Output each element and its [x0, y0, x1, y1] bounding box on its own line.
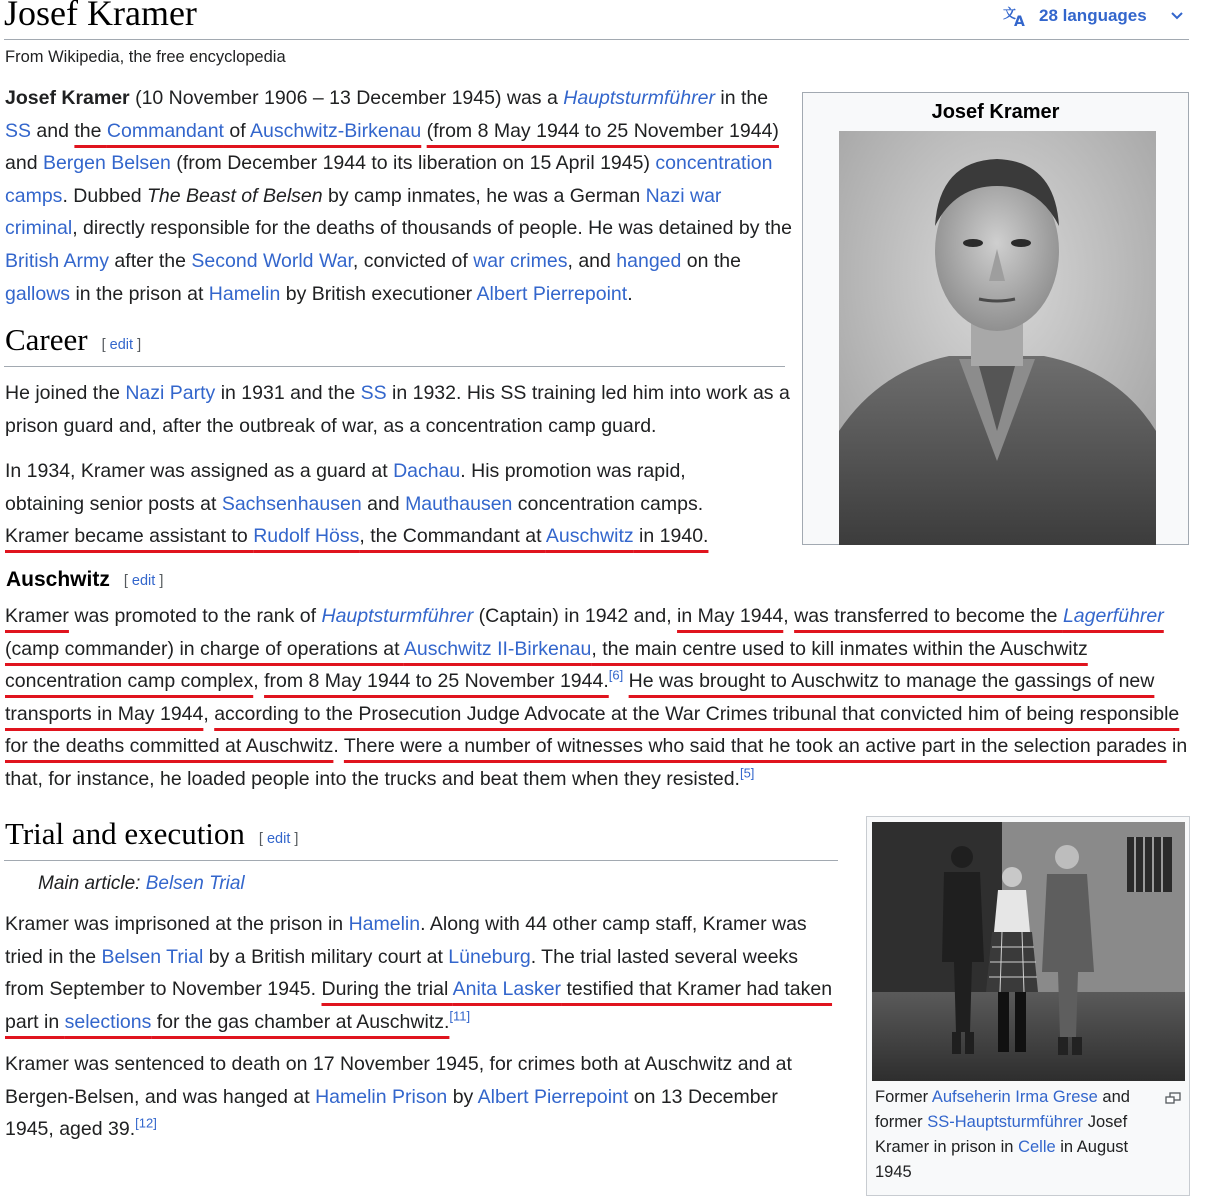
- image-thumbnail: [866, 816, 1190, 1196]
- career-paragraph-1: [5, 377, 790, 442]
- underlined-text: There were a number of witnesses who said that he took an active part in the selection parades: [343, 735, 1167, 758]
- link-nazi-war-criminal[interactable]: Nazi war criminal: [5, 184, 722, 240]
- link-dachau[interactable]: Dachau: [393, 460, 461, 482]
- lead-text: of: [223, 119, 251, 142]
- link-albert-pierrepoint[interactable]: Albert Pierrepoint: [477, 1085, 629, 1108]
- career-text: in 1940.: [633, 525, 709, 548]
- lead-text: by camp inmates, he was a German: [322, 184, 646, 207]
- underlined-text: Kramer: [5, 605, 69, 627]
- bracket: [: [258, 830, 267, 847]
- career-paragraph-2: [5, 455, 765, 553]
- language-selector-button[interactable]: [1003, 3, 1183, 29]
- section-heading-trial: [5, 816, 298, 852]
- lead-text: by British executioner: [280, 282, 477, 305]
- lead-text: on the: [681, 249, 741, 272]
- bracket: ]: [133, 336, 142, 353]
- trial-text: for the gas chamber at Auschwitz.: [151, 1010, 450, 1033]
- caption-text: in August 1945: [875, 1138, 1129, 1181]
- career-text: Kramer became assistant to: [5, 525, 254, 548]
- citation-12[interactable]: [12]: [135, 1115, 157, 1131]
- bracket: ]: [290, 830, 299, 847]
- lead-text: (from December 1944 to its liberation on 15 April 1945): [170, 152, 656, 175]
- portrait-photo[interactable]: [839, 131, 1156, 545]
- image-caption: [875, 1085, 1160, 1185]
- link-lagerfuhrer[interactable]: Lagerführer: [1062, 605, 1164, 627]
- trial-text: by a British military court at: [203, 945, 449, 968]
- link-hauptsturmfuhrer[interactable]: Hauptsturmführer: [321, 605, 474, 627]
- career-text: concentration camps.: [512, 492, 704, 515]
- infobox-title: Josef Kramer: [931, 101, 1060, 123]
- heading-trial-and-execution: Trial and execution: [5, 816, 245, 851]
- link-gallows[interactable]: gallows: [5, 282, 71, 305]
- lead-underlined-dates: (from 8 May 1944 to 25 November 1944): [426, 119, 779, 142]
- link-commandant[interactable]: Commandant: [106, 119, 224, 142]
- lead-text: after the: [109, 249, 192, 272]
- link-luneburg[interactable]: Lüneburg: [448, 945, 531, 968]
- auschwitz-text: (Captain) in 1942 and,: [473, 605, 678, 627]
- auschwitz-text: ,: [253, 670, 265, 693]
- career-divider: [4, 366, 785, 367]
- trial-text: . The trial lasted several weeks from September to November 1945.: [5, 945, 799, 1001]
- link-selections[interactable]: selections: [64, 1010, 152, 1033]
- chevron-down-icon: [1171, 11, 1183, 21]
- heading-career: Career: [5, 322, 88, 357]
- trial-text: During the trial: [321, 978, 453, 1001]
- trial-text: Kramer was imprisoned at the prison in: [5, 913, 349, 935]
- link-auschwitz-ii-birkenau[interactable]: Auschwitz II-Birkenau: [403, 637, 592, 660]
- link-hanged[interactable]: hanged: [616, 249, 682, 272]
- trial-text: . Along with 44 other camp staff, Kramer was tried in the: [5, 913, 807, 968]
- auschwitz-text: in that, for instance, he loaded people into the trucks and beat them when they resisted.: [5, 735, 1188, 790]
- bracket: [: [101, 336, 110, 353]
- link-hamelin-prison[interactable]: Hamelin Prison: [315, 1085, 448, 1108]
- heading-auschwitz: Auschwitz: [6, 568, 110, 591]
- trial-text: on 13 December 1945, aged 39.: [5, 1085, 778, 1141]
- lead-text: .: [627, 282, 633, 305]
- trial-text: Kramer was sentenced to death on 17 November 1945, for crimes both at Auschwitz and at Bergen-Belsen, and was hanged at: [5, 1053, 792, 1108]
- citation-5[interactable]: [5]: [739, 765, 755, 781]
- link-sachsenhausen[interactable]: Sachsenhausen: [221, 492, 362, 515]
- lead-text: the: [74, 119, 107, 142]
- lead-text: (10 November 1906 – 13 December 1945) was a: [129, 87, 564, 109]
- auschwitz-paragraph: [5, 600, 1200, 796]
- svg-text:A: A: [1014, 14, 1025, 27]
- caption-text: Former: [875, 1088, 932, 1106]
- link-british-army[interactable]: British Army: [5, 249, 110, 272]
- section-heading-auschwitz: [6, 568, 163, 592]
- lead-text: in the: [714, 87, 769, 109]
- link-mauthausen[interactable]: Mauthausen: [405, 492, 513, 515]
- career-text: He joined the: [5, 382, 126, 404]
- edit-section-career: [102, 337, 142, 353]
- link-hauptsturmfuhrer[interactable]: Hauptsturmführer: [563, 87, 715, 109]
- subject-name: Josef Kramer: [5, 87, 130, 109]
- bracket: [: [123, 572, 132, 589]
- link-rudolf-hoss[interactable]: Rudolf Höss: [253, 525, 360, 548]
- career-text: and: [361, 492, 406, 515]
- enlarge-icon[interactable]: [1165, 1087, 1181, 1110]
- link-second-world-war[interactable]: Second World War: [191, 249, 353, 272]
- translate-icon: [1003, 5, 1029, 27]
- link-anita-lasker[interactable]: Anita Lasker: [452, 978, 562, 1001]
- hatnote-prefix: Main article:: [38, 873, 146, 894]
- trial-paragraph-1: [5, 908, 840, 1038]
- link-bergen-belsen[interactable]: Bergen Belsen: [42, 152, 171, 175]
- trial-divider: [4, 860, 838, 861]
- link-auschwitz[interactable]: Auschwitz: [545, 525, 634, 548]
- caption-text: Josef Kramer in prison in: [875, 1113, 1128, 1156]
- edit-link[interactable]: edit: [266, 830, 291, 847]
- trial-paragraph-2: [5, 1048, 825, 1146]
- link-war-crimes[interactable]: war crimes: [473, 249, 568, 272]
- auschwitz-text: (camp commander) in charge of operations at: [5, 637, 404, 660]
- caption-text: and former: [875, 1088, 1130, 1131]
- trial-text: by: [447, 1085, 478, 1108]
- career-text: in 1931 and the: [215, 382, 361, 404]
- career-text: . His promotion was rapid, obtaining senior posts at: [5, 460, 686, 515]
- underlined-text: He was brought to Auschwitz to manage the gassings of new transports in May 1944: [5, 670, 1155, 725]
- underlined-text: according to the Prosecution Judge Advocate at the War Crimes tribunal that convicted him of being responsible for the deaths committed at Auschwitz: [5, 702, 1180, 758]
- edit-link[interactable]: edit: [109, 336, 134, 353]
- link-aufseherin-irma-grese[interactable]: Aufseherin Irma Grese: [931, 1088, 1098, 1106]
- link-hamelin[interactable]: Hamelin: [348, 913, 421, 935]
- bracket: ]: [155, 572, 164, 589]
- lead-paragraph: [5, 82, 795, 310]
- lead-text: and: [31, 119, 75, 142]
- link-hamelin[interactable]: Hamelin: [208, 282, 281, 305]
- citation-11[interactable]: [11]: [449, 1008, 471, 1024]
- underlined-text: from 8 May 1944 to 25 November 1944.: [264, 670, 609, 693]
- link-ss[interactable]: SS: [5, 119, 32, 142]
- link-belsen-trial-main[interactable]: Belsen Trial: [145, 873, 245, 894]
- auschwitz-text: , the main centre used to kill inmates within the Auschwitz concentration camp complex: [5, 637, 1088, 693]
- auschwitz-text: was promoted to the rank of: [68, 605, 322, 627]
- lead-text: in the prison at: [70, 282, 209, 305]
- hatnote: [38, 873, 245, 895]
- auschwitz-text: .: [333, 735, 344, 758]
- link-concentration-camps[interactable]: concentration camps: [5, 152, 773, 207]
- infobox: [802, 92, 1189, 545]
- nickname: The Beast of Belsen: [147, 184, 323, 207]
- underlined-text: in May 1944: [677, 605, 784, 627]
- link-belsen-trial[interactable]: Belsen Trial: [101, 945, 204, 968]
- auschwitz-text: ,: [783, 605, 795, 627]
- edit-section-trial: [259, 831, 299, 847]
- title-divider: [4, 39, 1189, 40]
- trial-text: testified that Kramer had taken part in: [5, 978, 833, 1033]
- site-tagline: From Wikipedia, the free encyclopedia: [5, 48, 286, 66]
- edit-section-auschwitz: [124, 573, 164, 589]
- career-text: In 1934, Kramer was assigned as a guard at: [5, 460, 394, 482]
- language-count-label: 28 languages: [1039, 6, 1147, 25]
- lead-text: , convicted of: [352, 249, 474, 272]
- link-albert-pierrepoint[interactable]: Albert Pierrepoint: [476, 282, 628, 305]
- auschwitz-text: was transferred to become the: [794, 605, 1063, 627]
- lead-text: . Dubbed: [62, 184, 147, 207]
- lead-text: , and: [567, 249, 617, 272]
- career-text: in 1932. His SS training led him into work as a prison guard and, after the outbreak of war, as a concentration camp guard.: [5, 382, 790, 437]
- section-heading-career: [5, 322, 141, 358]
- link-ss-hauptsturmfuhrer[interactable]: SS-Hauptsturmführer: [927, 1113, 1084, 1131]
- auschwitz-text: ,: [203, 702, 215, 725]
- lead-text: and: [5, 152, 43, 175]
- prison-photo[interactable]: [872, 822, 1185, 1081]
- citation-6[interactable]: [6]: [608, 667, 624, 683]
- link-ss[interactable]: SS: [360, 382, 387, 404]
- link-auschwitz-birkenau[interactable]: Auschwitz-Birkenau: [250, 119, 422, 142]
- edit-link[interactable]: edit: [131, 572, 156, 589]
- lead-text: , directly responsible for the deaths of thousands of people. He was detained by the: [72, 217, 792, 240]
- link-nazi-party[interactable]: Nazi Party: [125, 382, 216, 404]
- link-celle[interactable]: Celle: [1018, 1138, 1056, 1156]
- page-title: Josef Kramer: [4, 0, 197, 33]
- svg-text:文: 文: [1003, 7, 1017, 22]
- career-text: , the Commandant at: [359, 525, 546, 548]
